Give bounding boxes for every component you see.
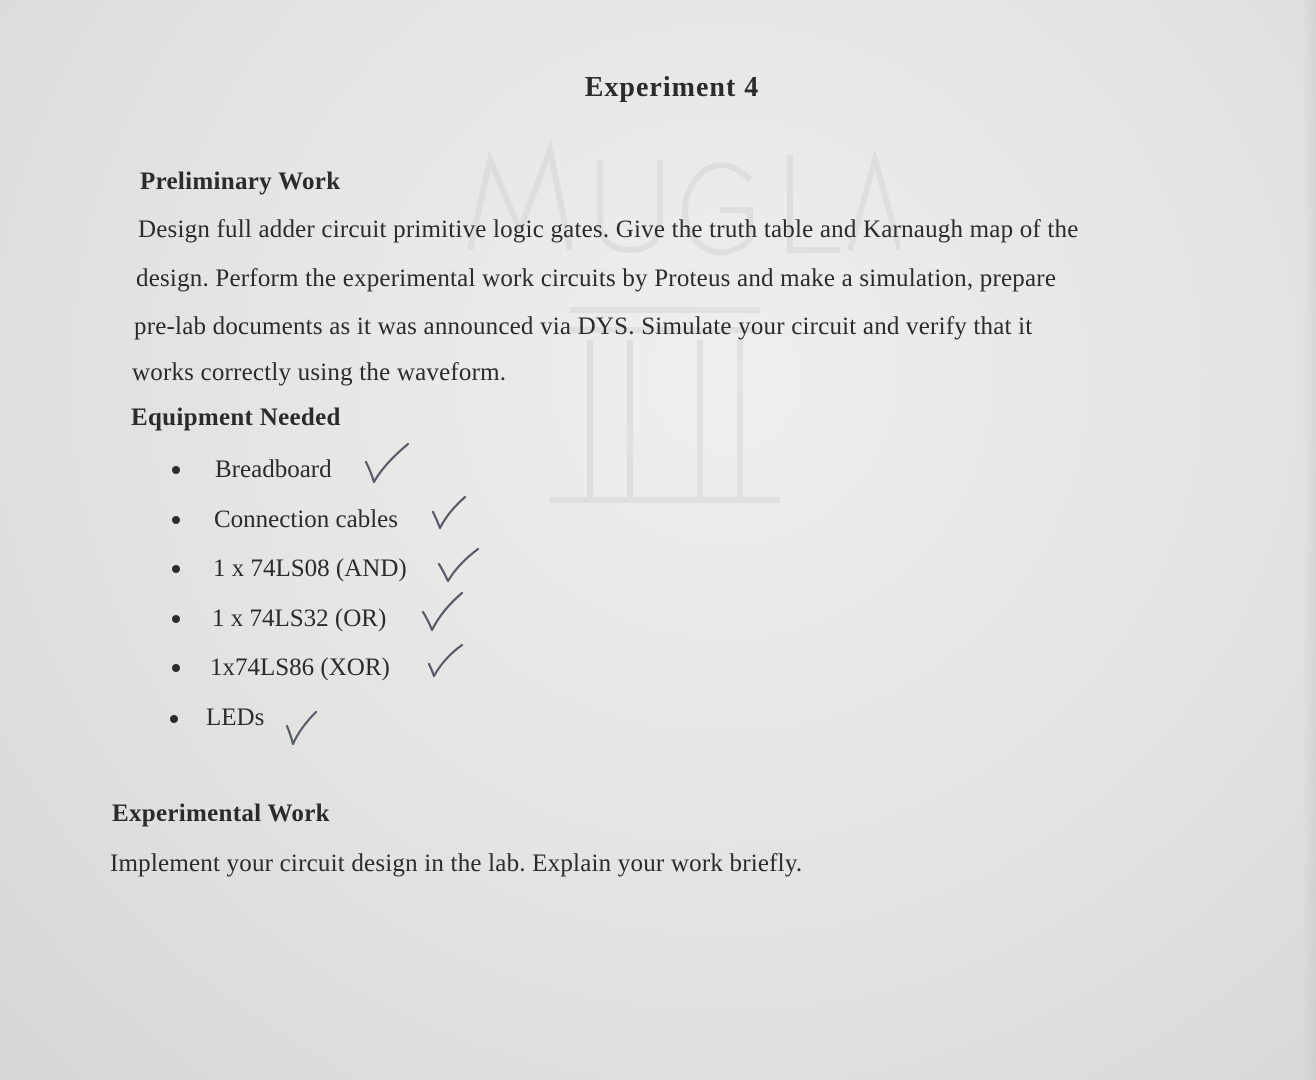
preliminary-text-line: works correctly using the waveform. xyxy=(132,359,507,386)
experimental-work-heading: Experimental Work xyxy=(112,800,330,827)
check-mark-icon xyxy=(426,642,466,682)
preliminary-text-line: design. Perform the experimental work circuits by Proteus and make a simulation, prepare xyxy=(136,265,1057,292)
check-mark-icon xyxy=(284,708,320,748)
bullet-icon xyxy=(170,715,178,723)
bullet-icon xyxy=(172,516,180,524)
preliminary-text-line: pre-lab documents as it was announced via DYS. Simulate your circuit and verify that it xyxy=(134,313,1033,340)
equipment-item-label: Breadboard xyxy=(215,456,332,483)
paper-edge-shadow xyxy=(1302,0,1316,1080)
university-seal-watermark xyxy=(430,100,900,520)
preliminary-work-heading: Preliminary Work xyxy=(140,168,341,195)
equipment-item-label: Connection cables xyxy=(214,506,398,533)
experimental-work-text: Implement your circuit design in the lab. Explain your work briefly. xyxy=(110,850,803,877)
equipment-item-label: 1x74LS86 (XOR) xyxy=(210,654,390,681)
check-mark-icon xyxy=(420,590,466,636)
equipment-needed-heading: Equipment Needed xyxy=(131,404,341,431)
check-mark-icon xyxy=(362,440,412,488)
preliminary-text-line: Design full adder circuit primitive logic gates. Give the truth table and Karnaugh map of the xyxy=(138,216,1079,243)
bullet-icon xyxy=(172,664,180,672)
bullet-icon xyxy=(172,466,180,474)
equipment-item-label: 1 x 74LS32 (OR) xyxy=(212,605,387,632)
equipment-item-label: LEDs xyxy=(206,704,265,731)
equipment-item-label: 1 x 74LS08 (AND) xyxy=(213,555,407,582)
bullet-icon xyxy=(172,615,180,623)
check-mark-icon xyxy=(430,494,470,534)
page-title: Experiment 4 xyxy=(584,72,760,103)
check-mark-icon xyxy=(436,546,482,586)
bullet-icon xyxy=(172,565,180,573)
